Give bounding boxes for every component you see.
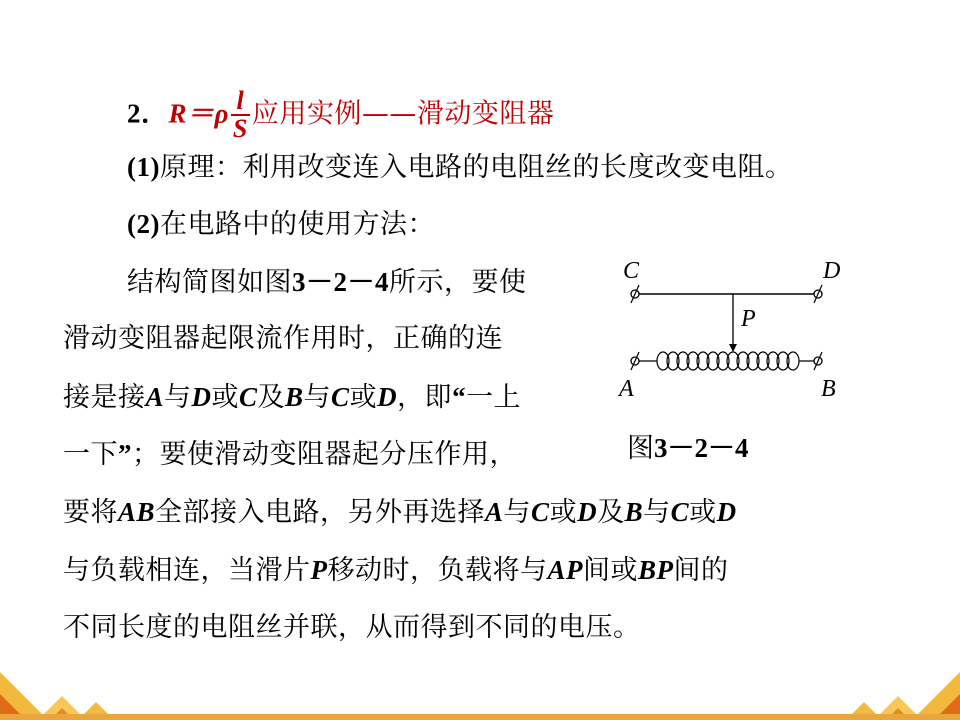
var-d: D <box>716 497 737 527</box>
text-segment: 移动时，负载将与 <box>327 555 548 586</box>
text-segment: 滑动变阻器起限流作用时，正确的连 <box>63 323 503 354</box>
structure-line-3 <box>63 380 521 415</box>
text-segment: ；要使滑动变阻器起分压作用， <box>132 439 517 470</box>
principle-label: (1) <box>127 152 160 182</box>
formula-numerator: l <box>231 88 250 116</box>
rheostat-diagram <box>605 250 865 410</box>
principle-text: 原理：利用改变连入电路的电阻丝的长度改变电阻。 <box>159 152 793 183</box>
terminal-b <box>814 352 822 370</box>
var-c: C <box>239 382 258 412</box>
var-ap: AP <box>547 555 584 585</box>
var-d: D <box>377 382 398 412</box>
label-c: C <box>623 258 640 284</box>
text-segment: 结构简图如图 <box>127 267 292 298</box>
heading <box>127 88 554 142</box>
quote-mark: “ <box>452 382 467 412</box>
label-d: D <box>823 258 841 284</box>
caption-number: 3－2－4 <box>654 433 749 463</box>
terminal-d <box>814 285 822 303</box>
text-segment: 所示，要使 <box>389 267 527 298</box>
structure-line-7 <box>63 611 641 645</box>
text-segment: 及 <box>257 382 286 413</box>
text-segment: 与 <box>164 382 192 413</box>
var-p: P <box>310 555 328 585</box>
text-segment: 或 <box>689 497 717 528</box>
var-b: B <box>624 497 644 527</box>
label-a: A <box>619 376 634 402</box>
text-segment: 间的 <box>673 555 729 586</box>
text-segment: 与负载相连，当滑片 <box>63 555 311 586</box>
var-c: C <box>531 497 550 527</box>
var-ab: AB <box>118 497 156 527</box>
bottom-bar <box>0 714 960 720</box>
terminal-c <box>631 285 639 303</box>
var-d: D <box>577 497 598 527</box>
figure-ref: 3－2－4 <box>292 267 389 297</box>
figure-caption <box>627 431 749 466</box>
structure-line-5 <box>63 495 737 530</box>
usage-line <box>127 207 435 242</box>
text-segment: 一下 <box>63 439 118 470</box>
var-a: A <box>485 497 504 527</box>
formula-fraction <box>231 88 250 142</box>
caption-prefix: 图 <box>627 433 654 464</box>
structure-line-6 <box>63 553 729 588</box>
var-d: D <box>191 382 212 412</box>
quote-mark: ” <box>118 439 132 469</box>
formula-denominator: S <box>232 114 248 143</box>
var-bp: BP <box>638 555 674 585</box>
text-segment: 或 <box>211 382 240 413</box>
formula-left: R＝ρ <box>168 98 229 129</box>
var-b: B <box>285 382 304 412</box>
text-segment: 接是接 <box>63 382 146 413</box>
text-segment: 要将 <box>63 497 118 528</box>
structure-line-4 <box>63 437 517 472</box>
var-c: C <box>670 497 690 527</box>
slider-arrow <box>729 344 737 352</box>
text-segment: 间或 <box>583 555 639 586</box>
var-c: C <box>331 382 350 412</box>
heading-number: 2． <box>127 98 169 129</box>
text-segment: 与 <box>643 497 671 528</box>
text-segment: 或 <box>349 382 378 413</box>
usage-text: 在电路中的使用方法： <box>159 209 435 240</box>
label-p: P <box>741 306 756 332</box>
text-segment: 及 <box>597 497 625 528</box>
resistance-coil <box>635 352 818 370</box>
var-a: A <box>145 382 165 412</box>
structure-line-1 <box>127 265 527 300</box>
text-segment: 与 <box>303 382 332 413</box>
text-segment: ，即 <box>397 382 453 413</box>
principle-line <box>127 150 792 185</box>
usage-label: (2) <box>127 209 160 239</box>
corner-decoration-right <box>840 650 960 720</box>
text-segment: 或 <box>549 497 578 528</box>
text-segment: 全部接入电路，另外再选择 <box>155 497 486 528</box>
heading-title: 应用实例——滑动变阻器 <box>251 98 555 130</box>
text-segment: 一上 <box>466 382 522 413</box>
text-segment: 与 <box>503 497 532 528</box>
corner-decoration-left <box>0 650 120 720</box>
text-segment: 不同长度的电阻丝并联，从而得到不同的电压。 <box>63 612 641 643</box>
terminal-a <box>631 352 639 370</box>
structure-line-2 <box>63 322 503 356</box>
label-b: B <box>821 376 836 402</box>
